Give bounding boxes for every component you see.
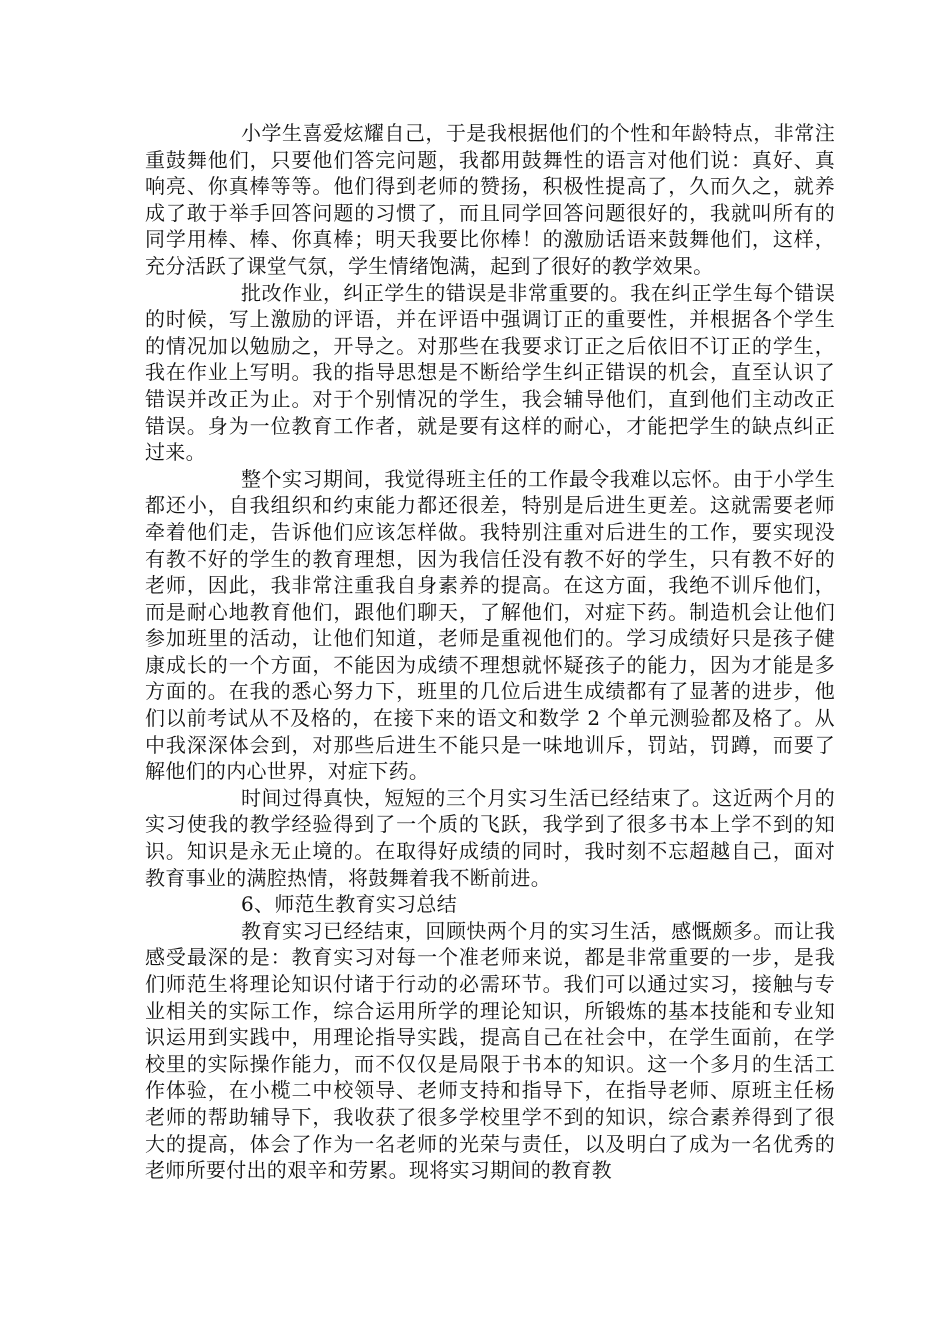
paragraph-conclusion: 时间过得真快，短短的三个月实习生活已经结束了。这近两个月的实习使我的教学经验得到了一个质的飞跃，我学到了很多书本上学不到的知识。知识是永无止境的。在取得好成绩的同时，我时刻不忘超越自己，面对教育事业的满腔热情，将鼓舞着我不断前进。 xyxy=(145,785,835,890)
paragraph-praise: 小学生喜爱炫耀自己，于是我根据他们的个性和年龄特点，非常注重鼓舞他们，只要他们答完问题，我都用鼓舞性的语言对他们说：真好、真响亮、你真棒等等。他们得到老师的赞扬，积极性提高了，久而久之，就养成了敢于举手回答问题的习惯了，而且同学回答问题很好的，我就叫所有的同学用棒、棒、你真棒；明天我要比你棒！的激励话语来鼓舞他们，这样，充分活跃了课堂气氛，学生情绪饱满，起到了很好的教学效果。 xyxy=(145,121,835,278)
paragraph-summary: 教育实习已经结束，回顾快两个月的实习生活，感慨颇多。而让我感受最深的是：教育实习对每一个准老师来说，都是非常重要的一步，是我们师范生将理论知识付诸于行动的必需环节。我们可以通过实习，接触与专业相关的实际工作，综合运用所学的理论知识，所锻炼的基本技能和专业知识运用到实践中，用理论指导实践，提高自己在社会中，在学生面前，在学校里的实际操作能力，而不仅仅是局限于书本的知识。这一个多月的生活工作体验，在小榄二中校领导、老师支持和指导下，在指导老师、原班主任杨老师的帮助辅导下，我收获了很多学校里学不到的知识，综合素养得到了很大的提高，体会了作为一名老师的光荣与责任，以及明白了成为一名优秀的老师所要付出的艰辛和劳累。现将实习期间的教育教 xyxy=(145,918,835,1183)
paragraph-class-teacher: 整个实习期间，我觉得班主任的工作最令我难以忘怀。由于小学生都还小，自我组织和约束能力都还很差，特别是后进生更差。这就需要老师牵着他们走，告诉他们应该怎样做。我特别注重对后进生的工作，要实现没有教不好的学生的教育理想，因为我信任没有教不好的学生，只有教不好的老师，因此，我非常注重我自身素养的提高。在这方面，我绝不训斥他们，而是耐心地教育他们，跟他们聊天，了解他们，对症下药。制造机会让他们参加班里的活动，让他们知道，老师是重视他们的。学习成绩好只是孩子健康成长的一个方面，不能因为成绩不理想就怀疑孩子的能力，因为才能是多方面的。在我的悉心努力下，班里的几位后进生成绩都有了显著的进步，他们以前考试从不及格的，在接下来的语文和数学 2 个单元测验都及格了。从中我深深体会到，对那些后进生不能只是一味地训斥，罚站，罚蹲，而要了解他们的内心世界，对症下药。 xyxy=(145,466,835,784)
document-page xyxy=(145,120,835,1184)
paragraph-homework: 批改作业，纠正学生的错误是非常重要的。我在纠正学生每个错误的时候，写上激励的评语，并在评语中强调订正的重要性，并根据各个学生的情况加以勉励之，开导之。对那些在我要求订正之后依旧不订正的学生，我在作业上写明。我的指导思想是不断给学生纠正错误的机会，直至认识了错误并改正为止。对于个别情况的学生，我会辅导他们，直到他们主动改正错误。身为一位教育工作者，就是要有这样的耐心，才能把学生的缺点纠正过来。 xyxy=(145,280,835,465)
section-heading: 6、师范生教育实习总结 xyxy=(241,892,458,917)
